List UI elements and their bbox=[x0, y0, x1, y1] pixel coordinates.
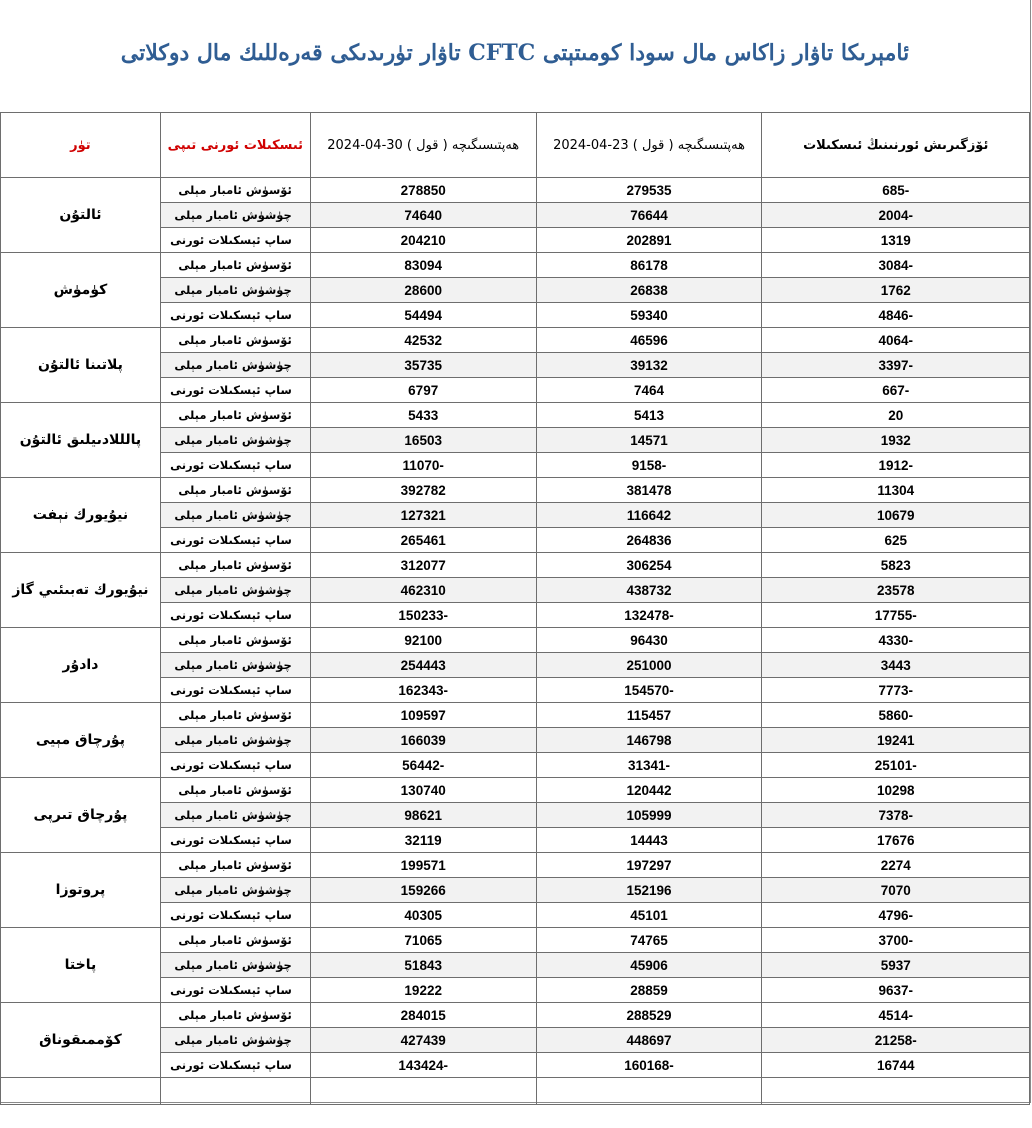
value-change: 1319 bbox=[762, 228, 1030, 253]
value-2024-04-30: 35735 bbox=[310, 353, 536, 378]
value-2024-04-30: 92100 bbox=[310, 628, 536, 653]
value-2024-04-30: 143424- bbox=[310, 1053, 536, 1078]
value-2024-04-23: 96430 bbox=[536, 628, 762, 653]
table-row bbox=[1, 928, 1030, 953]
value-2024-04-30: 254443 bbox=[310, 653, 536, 678]
value-2024-04-23: 9158- bbox=[536, 453, 762, 478]
value-2024-04-23: 28859 bbox=[536, 978, 762, 1003]
position-type-label: چۈشۈش ئامبار مېلى bbox=[160, 953, 310, 978]
position-type-label: چۈشۈش ئامبار مېلى bbox=[160, 1028, 310, 1053]
value-change: 2004- bbox=[762, 203, 1030, 228]
value-2024-04-30: 28600 bbox=[310, 278, 536, 303]
position-type-label: ساپ ئېسكىلات ئورنى bbox=[160, 453, 310, 478]
value-2024-04-23: 59340 bbox=[536, 303, 762, 328]
value-2024-04-23: 46596 bbox=[536, 328, 762, 353]
value-2024-04-23: 45906 bbox=[536, 953, 762, 978]
value-2024-04-23: 74765 bbox=[536, 928, 762, 953]
position-type-label: چۈشۈش ئامبار مېلى bbox=[160, 878, 310, 903]
commodity-name: پاختا bbox=[1, 928, 161, 1003]
table-row bbox=[1, 328, 1030, 353]
value-2024-04-23: 251000 bbox=[536, 653, 762, 678]
value-2024-04-23: 197297 bbox=[536, 853, 762, 878]
value-change: 5860- bbox=[762, 703, 1030, 728]
position-type-label: چۈشۈش ئامبار مېلى bbox=[160, 728, 310, 753]
value-change: 1932 bbox=[762, 428, 1030, 453]
table-row bbox=[1, 478, 1030, 503]
value-change: 17755- bbox=[762, 603, 1030, 628]
position-type-label: ئۆسۈش ئامبار مېلى bbox=[160, 178, 310, 203]
value-change: 3084- bbox=[762, 253, 1030, 278]
table-row bbox=[1, 853, 1030, 878]
value-2024-04-23: 5413 bbox=[536, 403, 762, 428]
position-type-label: چۈشۈش ئامبار مېلى bbox=[160, 653, 310, 678]
value-2024-04-30: 199571 bbox=[310, 853, 536, 878]
empty-cell bbox=[1, 1078, 161, 1105]
value-2024-04-30: 127321 bbox=[310, 503, 536, 528]
value-2024-04-23: 306254 bbox=[536, 553, 762, 578]
value-2024-04-23: 120442 bbox=[536, 778, 762, 803]
value-change: 10298 bbox=[762, 778, 1030, 803]
value-change: 4514- bbox=[762, 1003, 1030, 1028]
value-2024-04-23: 146798 bbox=[536, 728, 762, 753]
value-2024-04-23: 116642 bbox=[536, 503, 762, 528]
value-change: 4064- bbox=[762, 328, 1030, 353]
header-change: ئۆزگىرىش ئورنىنىڭ ئىسكىلات bbox=[762, 113, 1030, 178]
value-change: 685- bbox=[762, 178, 1030, 203]
commodity-name: پۇرچاق مېيى bbox=[1, 703, 161, 778]
position-type-label: چۈشۈش ئامبار مېلى bbox=[160, 428, 310, 453]
value-2024-04-23: 438732 bbox=[536, 578, 762, 603]
value-change: 3397- bbox=[762, 353, 1030, 378]
position-type-label: ساپ ئېسكىلات ئورنى bbox=[160, 228, 310, 253]
position-type-label: ئۆسۈش ئامبار مېلى bbox=[160, 778, 310, 803]
cot-table bbox=[0, 112, 1030, 1105]
value-2024-04-23: 115457 bbox=[536, 703, 762, 728]
value-change: 4330- bbox=[762, 628, 1030, 653]
value-change: 1762 bbox=[762, 278, 1030, 303]
value-2024-04-23: 154570- bbox=[536, 678, 762, 703]
value-change: 667- bbox=[762, 378, 1030, 403]
commodity-name: پروتوزا bbox=[1, 853, 161, 928]
value-2024-04-23: 7464 bbox=[536, 378, 762, 403]
table-row bbox=[1, 778, 1030, 803]
empty-cell bbox=[536, 1078, 762, 1105]
commodity-name: نيۇيورك تەبىئىي گاز bbox=[1, 553, 161, 628]
value-2024-04-23: 26838 bbox=[536, 278, 762, 303]
value-2024-04-30: 265461 bbox=[310, 528, 536, 553]
position-type-label: ساپ ئېسكىلات ئورنى bbox=[160, 753, 310, 778]
report-title: ئامېرىكا تاۋار زاكاس مال سودا كومىتېتى CFTC تاۋار تۈرىدىكى قەرەللىك مال دوكلاتى bbox=[120, 40, 910, 66]
commodity-name: ئالتۇن bbox=[1, 178, 161, 253]
value-2024-04-30: 109597 bbox=[310, 703, 536, 728]
position-type-label: ساپ ئېسكىلات ئورنى bbox=[160, 678, 310, 703]
value-2024-04-30: 54494 bbox=[310, 303, 536, 328]
value-change: 4796- bbox=[762, 903, 1030, 928]
commodity-name: دادۇر bbox=[1, 628, 161, 703]
value-change: 7378- bbox=[762, 803, 1030, 828]
commodity-name: پۇرچاق تىرپى bbox=[1, 778, 161, 853]
value-2024-04-23: 160168- bbox=[536, 1053, 762, 1078]
value-2024-04-30: 19222 bbox=[310, 978, 536, 1003]
value-change: 4846- bbox=[762, 303, 1030, 328]
value-2024-04-23: 14443 bbox=[536, 828, 762, 853]
position-type-label: ئۆسۈش ئامبار مېلى bbox=[160, 328, 310, 353]
value-2024-04-30: 51843 bbox=[310, 953, 536, 978]
position-type-label: چۈشۈش ئامبار مېلى bbox=[160, 278, 310, 303]
table-body bbox=[1, 178, 1030, 1105]
table-row bbox=[1, 628, 1030, 653]
value-2024-04-30: 32119 bbox=[310, 828, 536, 853]
value-change: 23578 bbox=[762, 578, 1030, 603]
position-type-label: ساپ ئېسكىلات ئورنى bbox=[160, 378, 310, 403]
commodity-name: پالللادىيلىق ئالتۇن bbox=[1, 403, 161, 478]
value-2024-04-30: 40305 bbox=[310, 903, 536, 928]
position-type-label: ئۆسۈش ئامبار مېلى bbox=[160, 253, 310, 278]
empty-cell bbox=[160, 1078, 310, 1105]
value-change: 625 bbox=[762, 528, 1030, 553]
empty-cell bbox=[310, 1078, 536, 1105]
value-2024-04-30: 392782 bbox=[310, 478, 536, 503]
position-type-label: ئۆسۈش ئامبار مېلى bbox=[160, 553, 310, 578]
table-row bbox=[1, 703, 1030, 728]
header-row bbox=[1, 113, 1030, 178]
position-type-label: ساپ ئېسكىلات ئورنى bbox=[160, 1053, 310, 1078]
position-type-label: ساپ ئېسكىلات ئورنى bbox=[160, 903, 310, 928]
value-2024-04-30: 159266 bbox=[310, 878, 536, 903]
value-2024-04-23: 152196 bbox=[536, 878, 762, 903]
empty-cell bbox=[762, 1078, 1030, 1105]
value-2024-04-23: 448697 bbox=[536, 1028, 762, 1053]
value-change: 21258- bbox=[762, 1028, 1030, 1053]
table-row bbox=[1, 553, 1030, 578]
value-2024-04-30: 11070- bbox=[310, 453, 536, 478]
value-2024-04-30: 312077 bbox=[310, 553, 536, 578]
value-2024-04-23: 45101 bbox=[536, 903, 762, 928]
position-type-label: چۈشۈش ئامبار مېلى bbox=[160, 353, 310, 378]
value-2024-04-30: 5433 bbox=[310, 403, 536, 428]
position-type-label: ساپ ئېسكىلات ئورنى bbox=[160, 603, 310, 628]
value-change: 5937 bbox=[762, 953, 1030, 978]
value-2024-04-30: 56442- bbox=[310, 753, 536, 778]
value-change: 7773- bbox=[762, 678, 1030, 703]
position-type-label: چۈشۈش ئامبار مېلى bbox=[160, 503, 310, 528]
position-type-label: ئۆسۈش ئامبار مېلى bbox=[160, 628, 310, 653]
value-2024-04-30: 427439 bbox=[310, 1028, 536, 1053]
value-change: 3443 bbox=[762, 653, 1030, 678]
value-2024-04-30: 16503 bbox=[310, 428, 536, 453]
value-2024-04-23: 264836 bbox=[536, 528, 762, 553]
position-type-label: چۈشۈش ئامبار مېلى bbox=[160, 203, 310, 228]
value-change: 17676 bbox=[762, 828, 1030, 853]
value-change: 25101- bbox=[762, 753, 1030, 778]
position-type-label: چۈشۈش ئامبار مېلى bbox=[160, 803, 310, 828]
position-type-label: ئۆسۈش ئامبار مېلى bbox=[160, 1003, 310, 1028]
header-commodity: تۈر bbox=[1, 113, 161, 178]
value-2024-04-23: 279535 bbox=[536, 178, 762, 203]
table-row bbox=[1, 178, 1030, 203]
commodity-name: نيۇيورك نېفت bbox=[1, 478, 161, 553]
value-2024-04-30: 42532 bbox=[310, 328, 536, 353]
value-2024-04-23: 202891 bbox=[536, 228, 762, 253]
value-2024-04-30: 462310 bbox=[310, 578, 536, 603]
commodity-name: كۆممىقوناق bbox=[1, 1003, 161, 1078]
position-type-label: ئۆسۈش ئامبار مېلى bbox=[160, 853, 310, 878]
header-week-2024-04-30: 2024-04-30 ( قول ) ھەپتىسىگىچە bbox=[310, 113, 536, 178]
empty-row bbox=[1, 1078, 1030, 1105]
value-2024-04-30: 6797 bbox=[310, 378, 536, 403]
value-change: 2274 bbox=[762, 853, 1030, 878]
value-2024-04-23: 132478- bbox=[536, 603, 762, 628]
value-change: 20 bbox=[762, 403, 1030, 428]
table-row bbox=[1, 253, 1030, 278]
value-2024-04-30: 278850 bbox=[310, 178, 536, 203]
value-2024-04-30: 71065 bbox=[310, 928, 536, 953]
value-2024-04-30: 150233- bbox=[310, 603, 536, 628]
position-type-label: ئۆسۈش ئامبار مېلى bbox=[160, 403, 310, 428]
value-change: 9637- bbox=[762, 978, 1030, 1003]
position-type-label: ساپ ئېسكىلات ئورنى bbox=[160, 828, 310, 853]
value-2024-04-23: 14571 bbox=[536, 428, 762, 453]
value-change: 3700- bbox=[762, 928, 1030, 953]
header-position-type: ئىسكىلات ئورنى تىپى bbox=[160, 113, 310, 178]
value-change: 1912- bbox=[762, 453, 1030, 478]
value-2024-04-23: 381478 bbox=[536, 478, 762, 503]
position-type-label: ئۆسۈش ئامبار مېلى bbox=[160, 703, 310, 728]
position-type-label: چۈشۈش ئامبار مېلى bbox=[160, 578, 310, 603]
value-change: 5823 bbox=[762, 553, 1030, 578]
position-type-label: ئۆسۈش ئامبار مېلى bbox=[160, 928, 310, 953]
value-change: 19241 bbox=[762, 728, 1030, 753]
commodity-name: كۈمۈش bbox=[1, 253, 161, 328]
value-change: 11304 bbox=[762, 478, 1030, 503]
value-2024-04-30: 74640 bbox=[310, 203, 536, 228]
table-row bbox=[1, 403, 1030, 428]
value-2024-04-23: 288529 bbox=[536, 1003, 762, 1028]
value-2024-04-23: 105999 bbox=[536, 803, 762, 828]
position-type-label: ساپ ئېسكىلات ئورنى bbox=[160, 303, 310, 328]
value-2024-04-23: 86178 bbox=[536, 253, 762, 278]
value-change: 16744 bbox=[762, 1053, 1030, 1078]
value-2024-04-23: 31341- bbox=[536, 753, 762, 778]
value-change: 10679 bbox=[762, 503, 1030, 528]
value-2024-04-30: 98621 bbox=[310, 803, 536, 828]
value-2024-04-30: 162343- bbox=[310, 678, 536, 703]
value-2024-04-23: 39132 bbox=[536, 353, 762, 378]
value-2024-04-30: 204210 bbox=[310, 228, 536, 253]
value-2024-04-30: 284015 bbox=[310, 1003, 536, 1028]
table-row bbox=[1, 1003, 1030, 1028]
value-2024-04-30: 166039 bbox=[310, 728, 536, 753]
value-2024-04-30: 83094 bbox=[310, 253, 536, 278]
header-week-2024-04-23: 2024-04-23 ( قول ) ھەپتىسىگىچە bbox=[536, 113, 762, 178]
value-2024-04-30: 130740 bbox=[310, 778, 536, 803]
value-2024-04-23: 76644 bbox=[536, 203, 762, 228]
value-change: 7070 bbox=[762, 878, 1030, 903]
commodity-name: پلاتىنا ئالتۇن bbox=[1, 328, 161, 403]
position-type-label: ئۆسۈش ئامبار مېلى bbox=[160, 478, 310, 503]
position-type-label: ساپ ئېسكىلات ئورنى bbox=[160, 978, 310, 1003]
position-type-label: ساپ ئېسكىلات ئورنى bbox=[160, 528, 310, 553]
